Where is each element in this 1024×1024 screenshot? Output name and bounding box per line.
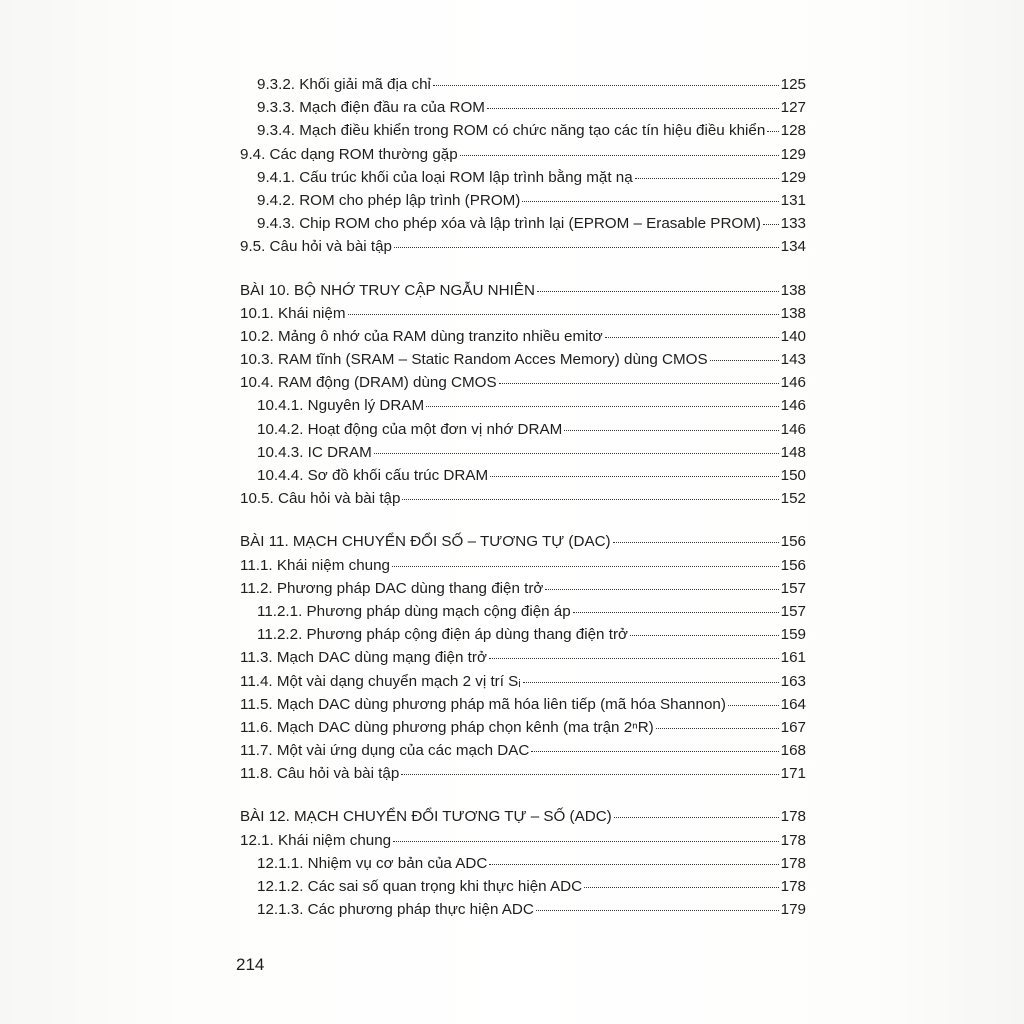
toc-entry <box>240 119 806 142</box>
toc-entry-title: 11.2.1. Phương pháp dùng mạch cộng điện áp <box>257 602 571 620</box>
toc-entry-title: BÀI 12. MẠCH CHUYỂN ĐỔI TƯƠNG TỰ – SỐ (ADC) <box>240 808 612 826</box>
toc-chapter-entry <box>240 805 806 828</box>
toc-entry <box>240 394 806 417</box>
toc-entry-page: 178 <box>780 831 806 849</box>
toc-entry-page: 129 <box>780 168 806 186</box>
toc-entry-title: 11.3. Mạch DAC dùng mạng điện trở <box>240 649 487 667</box>
toc-entry-page: 127 <box>780 99 806 117</box>
dot-leader <box>523 682 779 683</box>
toc-entry <box>240 143 806 166</box>
dot-leader <box>537 291 779 292</box>
table-of-contents <box>240 73 806 921</box>
toc-entry <box>240 166 806 189</box>
toc-entry <box>240 325 806 348</box>
dot-leader <box>392 566 779 567</box>
toc-entry-page: 156 <box>780 556 806 574</box>
toc-entry-title: 10.1. Khái niệm <box>240 304 346 322</box>
toc-entry <box>240 235 806 258</box>
toc-entry-title: 12.1.3. Các phương pháp thực hiện ADC <box>257 901 534 919</box>
toc-entry-page: 178 <box>780 854 806 872</box>
dot-leader <box>763 224 779 225</box>
toc-entry-title: 11.6. Mạch DAC dùng phương pháp chọn kênh (ma trận 2ⁿR) <box>240 718 654 736</box>
dot-leader <box>605 337 779 338</box>
dot-leader <box>499 383 779 384</box>
toc-chapter-entry <box>240 279 806 302</box>
toc-entry <box>240 189 806 212</box>
toc-entry-title: 11.5. Mạch DAC dùng phương pháp mã hóa liên tiếp (mã hóa Shannon) <box>240 695 726 713</box>
toc-entry-title: 11.2. Phương pháp DAC dùng thang điện trở <box>240 579 544 597</box>
toc-entry-page: 146 <box>780 420 806 438</box>
toc-chapter-entry <box>240 530 806 553</box>
toc-entry-title: 10.4.4. Sơ đồ khối cấu trúc DRAM <box>257 467 489 484</box>
toc-entry-title: 9.4.2. ROM cho phép lập trình (PROM) <box>257 191 521 209</box>
dot-leader <box>393 841 779 842</box>
toc-entry-title: 10.2. Mảng ô nhớ của RAM dùng tranzito nhiều emitơ <box>240 327 603 345</box>
dot-leader <box>487 108 779 109</box>
toc-entry-page: 138 <box>780 304 806 322</box>
toc-entry <box>240 441 806 464</box>
toc-entry <box>240 829 806 852</box>
toc-entry <box>240 646 806 669</box>
toc-entry-title: 9.5. Câu hỏi và bài tập <box>240 238 392 256</box>
toc-entry-title: 11.8. Câu hỏi và bài tập <box>240 765 400 783</box>
dot-leader <box>348 314 779 315</box>
dot-leader <box>489 658 779 659</box>
dot-leader <box>490 476 779 477</box>
dot-leader <box>613 542 779 543</box>
toc-entry-page: 157 <box>780 602 806 620</box>
toc-entry-title: 9.3.4. Mạch điều khiển trong ROM có chức năng tạo các tín hiệu điều khiển <box>257 122 766 140</box>
dot-leader <box>460 155 779 156</box>
toc-entry-title: 11.2.2. Phương pháp cộng điện áp dùng thang điện trở <box>257 626 628 644</box>
toc-entry-title: 9.3.2. Khối giải mã địa chỉ <box>257 76 431 93</box>
toc-entry-page: 178 <box>780 878 806 895</box>
dot-leader <box>710 360 779 361</box>
toc-entry-page: 150 <box>780 467 806 484</box>
toc-entry-title: 11.1. Khái niệm chung <box>240 556 391 574</box>
toc-entry <box>240 302 806 325</box>
toc-entry-page: 148 <box>780 443 806 461</box>
toc-entry-title: 9.4.1. Cấu trúc khối của loại ROM lập trình bằng mặt nạ <box>257 168 633 186</box>
toc-entry-page: 178 <box>780 808 806 826</box>
toc-entry <box>240 348 806 371</box>
dot-leader <box>767 131 778 132</box>
dot-leader <box>635 178 779 179</box>
toc-entry-page: 161 <box>780 649 806 667</box>
toc-entry-page: 143 <box>780 351 806 369</box>
dot-leader <box>630 635 779 636</box>
toc-entry-title: 9.4.3. Chip ROM cho phép xóa và lập trình lại (EPROM – Erasable PROM) <box>257 215 761 233</box>
dot-leader <box>401 774 778 775</box>
toc-entry-title: BÀI 11. MẠCH CHUYỂN ĐỔI SỐ – TƯƠNG TỰ (DAC) <box>240 533 611 551</box>
dot-leader <box>394 247 779 248</box>
toc-entry <box>240 464 806 487</box>
toc-entry-title: 10.4. RAM động (DRAM) dùng CMOS <box>240 374 497 392</box>
dot-leader <box>656 728 779 729</box>
toc-entry-page: 128 <box>780 122 806 140</box>
toc-entry-page: 159 <box>780 626 806 644</box>
dot-leader <box>545 589 778 590</box>
toc-entry <box>240 577 806 600</box>
dot-leader <box>402 499 778 500</box>
toc-entry-page: 157 <box>780 579 806 597</box>
toc-entry-page: 134 <box>780 238 806 256</box>
toc-entry-title: 12.1.1. Nhiệm vụ cơ bản của ADC <box>257 854 488 872</box>
dot-leader <box>531 751 778 752</box>
toc-entry <box>240 212 806 235</box>
dot-leader <box>564 430 778 431</box>
toc-entry-page: 168 <box>780 742 806 760</box>
toc-entry <box>240 600 806 623</box>
dot-leader <box>573 612 779 613</box>
dot-leader <box>433 85 779 86</box>
toc-entry <box>240 716 806 739</box>
toc-entry <box>240 487 806 510</box>
toc-entry-page: 125 <box>780 76 806 93</box>
toc-entry-page: 152 <box>780 490 806 508</box>
dot-leader <box>584 887 779 888</box>
toc-entry-title: 12.1. Khái niệm chung <box>240 831 392 849</box>
dot-leader <box>426 406 779 407</box>
toc-entry-title: 10.4.2. Hoạt động của một đơn vị nhớ DRAM <box>257 420 563 438</box>
toc-entry-page: 156 <box>780 533 806 551</box>
toc-entry-title: 11.4. Một vài dạng chuyển mạch 2 vị trí Sᵢ <box>240 672 521 690</box>
toc-entry-title: 10.5. Câu hỏi và bài tập <box>240 490 401 508</box>
toc-entry-page: 146 <box>780 374 806 392</box>
toc-entry-page: 138 <box>780 281 806 299</box>
toc-entry-title: 12.1.2. Các sai số quan trọng khi thực hiện ADC <box>257 878 583 895</box>
toc-entry-title: 10.3. RAM tĩnh (SRAM – Static Random Acces Memory) dùng CMOS <box>240 351 708 369</box>
toc-entry <box>240 670 806 693</box>
toc-entry <box>240 762 806 785</box>
toc-entry <box>240 739 806 762</box>
dot-leader <box>728 705 779 706</box>
toc-entry-page: 163 <box>780 672 806 690</box>
toc-entry-title: 10.4.3. IC DRAM <box>257 443 372 461</box>
toc-entry-page: 164 <box>780 695 806 713</box>
page-number: 214 <box>236 955 265 974</box>
toc-entry-page: 179 <box>780 901 806 919</box>
toc-entry <box>240 418 806 441</box>
dot-leader <box>536 910 779 911</box>
toc-entry-title: BÀI 10. BỘ NHỚ TRUY CẬP NGẪU NHIÊN <box>240 281 535 299</box>
toc-entry <box>240 898 806 921</box>
toc-entry <box>240 875 806 898</box>
dot-leader <box>489 864 778 865</box>
dot-leader <box>614 817 779 818</box>
toc-entry-page: 171 <box>780 765 806 783</box>
toc-entry <box>240 73 806 96</box>
toc-entry-title: 9.4. Các dạng ROM thường gặp <box>240 145 458 163</box>
toc-entry <box>240 554 806 577</box>
toc-entry <box>240 96 806 119</box>
toc-entry-title: 10.4.1. Nguyên lý DRAM <box>257 397 425 415</box>
toc-entry-page: 167 <box>780 718 806 736</box>
toc-entry-page: 129 <box>780 145 806 163</box>
toc-entry-page: 140 <box>780 327 806 345</box>
toc-entry <box>240 693 806 716</box>
toc-entry <box>240 623 806 646</box>
toc-entry <box>240 371 806 394</box>
dot-leader <box>374 453 779 454</box>
toc-entry <box>240 852 806 875</box>
toc-entry-page: 133 <box>780 215 806 233</box>
toc-entry-page: 146 <box>780 397 806 415</box>
toc-entry-title: 9.3.3. Mạch điện đầu ra của ROM <box>257 99 485 117</box>
toc-entry-page: 131 <box>780 191 806 209</box>
toc-entry-title: 11.7. Một vài ứng dụng của các mạch DAC <box>240 742 530 760</box>
dot-leader <box>522 201 778 202</box>
